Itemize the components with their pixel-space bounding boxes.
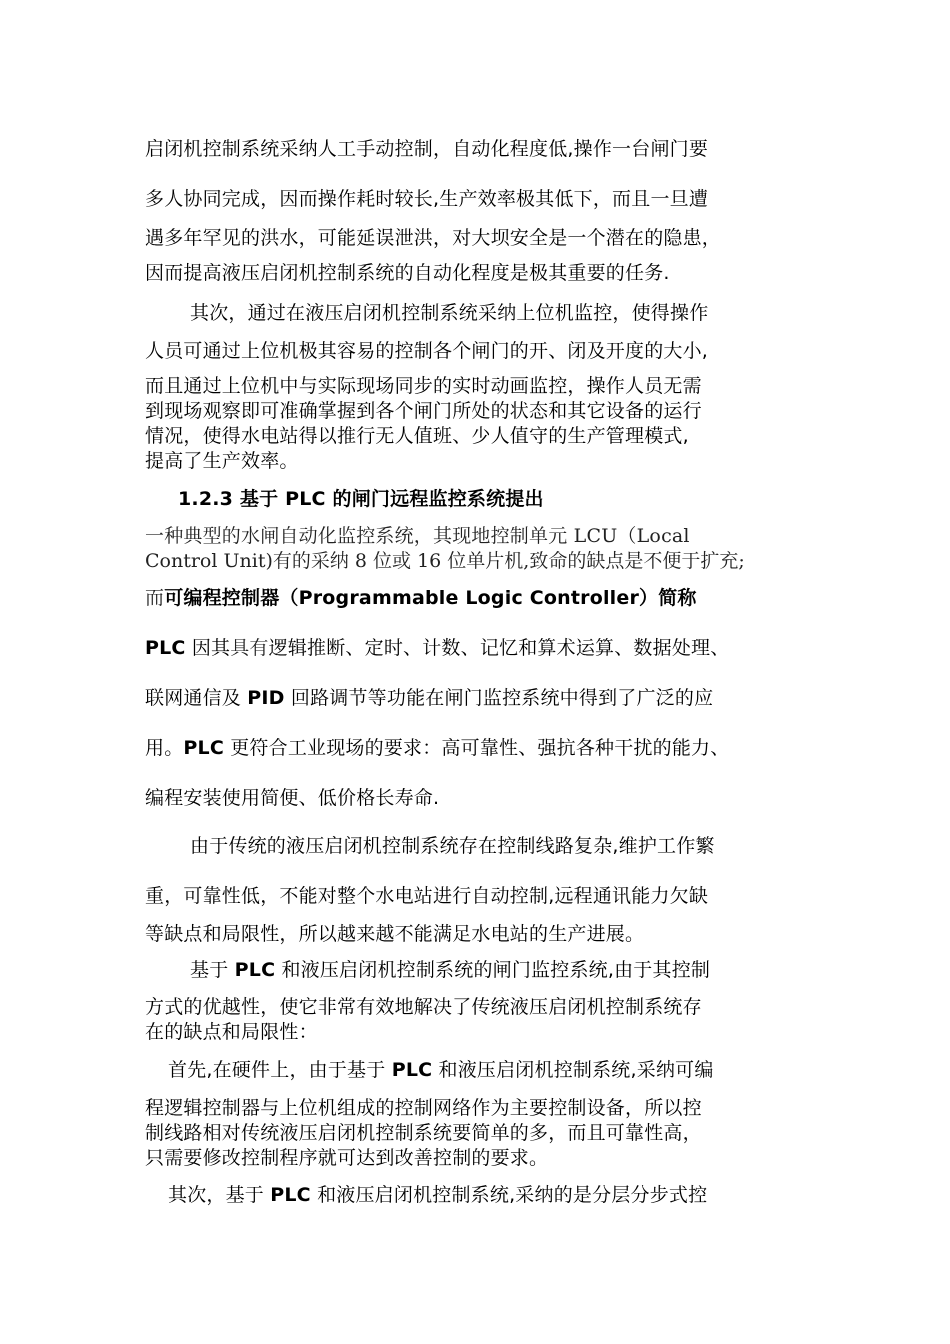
- text-span: 用。: [145, 737, 184, 759]
- text-line: 只需要修改控制程序就可达到改善控制的要求。: [145, 1147, 549, 1169]
- text-line: 其次，通过在液压启闭机控制系统采纳上位机监控，使得操作: [190, 302, 709, 324]
- text-span: PLC: [183, 737, 224, 759]
- section-heading: 1.2.3 基于 PLC 的闸门远程监控系统提出: [178, 488, 544, 510]
- text-line: 等缺点和局限性，所以越来越不能满足水电站的生产进展。: [145, 923, 645, 945]
- text-line: 情况，使得水电站得以推行无人值班、少人值守的生产管理模式,: [145, 425, 689, 447]
- text-line: [145, 736, 729, 760]
- text-line: 而且通过上位机中与实际现场同步的实时动画监控，操作人员无需: [145, 375, 702, 397]
- text-line: 一种典型的水闸自动化监控系统，其现地控制单元 LCU（Local: [145, 525, 690, 547]
- text-line: [145, 586, 697, 610]
- text-line: 提高了生产效率。: [145, 450, 299, 472]
- text-line: 制线路相对传统液压启闭机控制系统要简单的多，而且可靠性高，: [145, 1122, 702, 1144]
- text-line: 启闭机控制系统采纳人工手动控制，自动化程度低,操作一台闸门要: [145, 138, 709, 160]
- text-line: [145, 636, 729, 660]
- text-span: 基于: [190, 959, 235, 981]
- text-span: 因其: [185, 637, 231, 659]
- text-line: [145, 686, 713, 710]
- text-span: 和液压启闭机控制系统,采纳可编: [432, 1059, 714, 1081]
- text-span: 逻辑推断、定时、计数、记忆和算术运算、数据处理、: [268, 637, 730, 659]
- text-line: 重，可靠性低，不能对整个水电站进行自动控制,远程通讯能力欠缺: [145, 885, 709, 907]
- text-line: [190, 958, 710, 982]
- text-span: 具有: [230, 637, 269, 659]
- text-line: 到现场观察即可准确掌握到各个闸门所处的状态和其它设备的运行: [145, 400, 702, 422]
- text-span: 更符合工业现场的要求：高可靠性、强抗各种干扰的能力、: [223, 737, 730, 759]
- text-line: [168, 1183, 707, 1207]
- text-span: 首先,在硬件上，由于基于: [168, 1059, 392, 1081]
- text-span: PLC: [391, 1059, 433, 1081]
- text-line: 编程安装使用简便、低价格长寿命.: [145, 787, 440, 809]
- text-span: 和液压启闭机控制系统的闸门监控系统,由于其控制: [275, 959, 711, 981]
- text-line: 遇多年罕见的洪水，可能延误泄洪，对大坝安全是一个潜在的隐患，: [145, 227, 722, 249]
- text-span: PID: [247, 687, 285, 709]
- text-line: Control Unit)有的采纳 8 位或 16 位单片机,致命的缺点是不便于扩充;: [145, 550, 745, 572]
- text-span: 联网通信及: [145, 687, 248, 709]
- text-span: 其次，基于: [168, 1184, 271, 1206]
- text-line: 方式的优越性，使它非常有效地解决了传统液压启闭机控制系统存: [145, 996, 702, 1018]
- text-line: [168, 1058, 714, 1082]
- text-span: 而: [145, 587, 165, 609]
- text-line: 因而提高液压启闭机控制系统的自动化程度是极其重要的任务.: [145, 262, 670, 284]
- text-line: 人员可通过上位机极其容易的控制各个闸门的开、闭及开度的大小,: [145, 340, 709, 362]
- text-line: 程逻辑控制器与上位机组成的控制网络作为主要控制设备，所以控: [145, 1097, 702, 1119]
- text-span: 回路调节等功能在闸门监控系统中得到了广泛的应: [284, 687, 714, 709]
- text-line: 多人协同完成，因而操作耗时较长,生产效率极其低下，而且一旦遭: [145, 188, 709, 210]
- text-line: 在的缺点和局限性：: [145, 1021, 318, 1043]
- text-span: 可编程控制器（Programmable Logic Controller）简称: [164, 587, 697, 609]
- text-span: PLC: [270, 1184, 311, 1206]
- text-line: 由于传统的液压启闭机控制系统存在控制线路复杂,维护工作繁: [190, 835, 715, 857]
- text-span: PLC: [234, 959, 276, 981]
- text-span: PLC: [145, 637, 186, 659]
- text-span: 和液压启闭机控制系统,采纳的是分层分步式控: [310, 1184, 708, 1206]
